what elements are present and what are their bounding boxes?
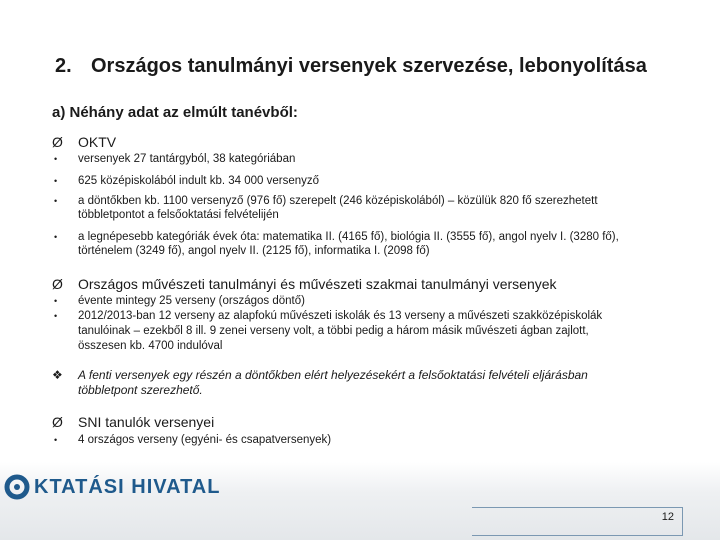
bullet-text-continued: tanulóinak – ezekből 8 ill. 9 zenei verseny volt, a többi pedig a három másik művészeti ágban zajlott, xyxy=(78,325,589,337)
bullet-text: 2012/2013-ban 12 verseny az alapfokú művészeti iskolák és 13 verseny a művészeti szakközépiskolák xyxy=(78,310,603,322)
title-number: 2. xyxy=(55,55,72,77)
note-text-continued: többletpont szerezhető. xyxy=(78,383,203,397)
note-text: A fenti versenyek egy részén a döntőkben elért helyezésekért a felsőoktatási felvételi eljárásban xyxy=(78,368,588,382)
arrow-bullet-icon: Ø xyxy=(52,414,63,430)
sni-heading xyxy=(52,414,214,430)
logo-text: KTATÁSI HIVATAL xyxy=(34,475,221,498)
bullet-dot-icon: • xyxy=(54,196,58,206)
art-heading-text: Országos művészeti tanulmányi és művészeti szakmai tanulmányi versenyek xyxy=(78,276,557,292)
art-heading xyxy=(52,276,557,292)
bullet-text: a döntőkben kb. 1100 versenyző (976 fő) szerepelt (246 középiskolából) – közülük 820 fő szerezhetett xyxy=(78,195,598,207)
bullet-text-continued: összesen kb. 4700 indulóval xyxy=(78,340,223,352)
oktv-heading xyxy=(52,134,116,150)
slide-title xyxy=(55,55,647,78)
bullet-dot-icon: • xyxy=(54,296,58,306)
bullet-text: a legnépesebb kategóriák évek óta: matematika II. (4165 fő), biológia II. (3555 fő), angol nyelv I. (3280 fő), xyxy=(78,231,619,243)
bullet-dot-icon: • xyxy=(54,311,58,321)
page-number: 12 xyxy=(661,511,674,523)
bullet-text: évente mintegy 25 verseny (országos döntő) xyxy=(78,295,305,307)
bullet-dot-icon: • xyxy=(54,176,58,186)
diamond-bullet-icon: ❖ xyxy=(52,368,63,382)
page-number-box xyxy=(472,507,683,536)
arrow-bullet-icon: Ø xyxy=(52,134,63,150)
sni-heading-text: SNI tanulók versenyei xyxy=(78,414,215,430)
bullet-text: 625 középiskolából indult kb. 34 000 versenyző xyxy=(78,175,320,187)
arrow-bullet-icon: Ø xyxy=(52,276,63,292)
oktv-heading-text: OKTV xyxy=(78,134,117,150)
bullet-text-continued: történelem (3249 fő), angol nyelv II. (2125 fő), informatika I. (2098 fő) xyxy=(78,245,430,257)
section-subtitle: a) Néhány adat az elmúlt tanévből: xyxy=(52,104,298,121)
bullet-text-continued: többletpontot a felsőoktatási felvételijén xyxy=(78,209,279,221)
oktatasi-hivatal-logo xyxy=(4,474,220,500)
bullet-dot-icon: • xyxy=(54,154,58,164)
bullet-text: 4 országos verseny (egyéni- és csapatversenyek) xyxy=(78,434,332,446)
logo-ring-icon xyxy=(4,474,30,500)
bullet-text: versenyek 27 tantárgyból, 38 kategóriában xyxy=(78,153,296,165)
title-text: Országos tanulmányi versenyek szervezése, lebonyolítása xyxy=(91,55,647,77)
bullet-dot-icon: • xyxy=(54,435,58,445)
bullet-dot-icon: • xyxy=(54,232,58,242)
